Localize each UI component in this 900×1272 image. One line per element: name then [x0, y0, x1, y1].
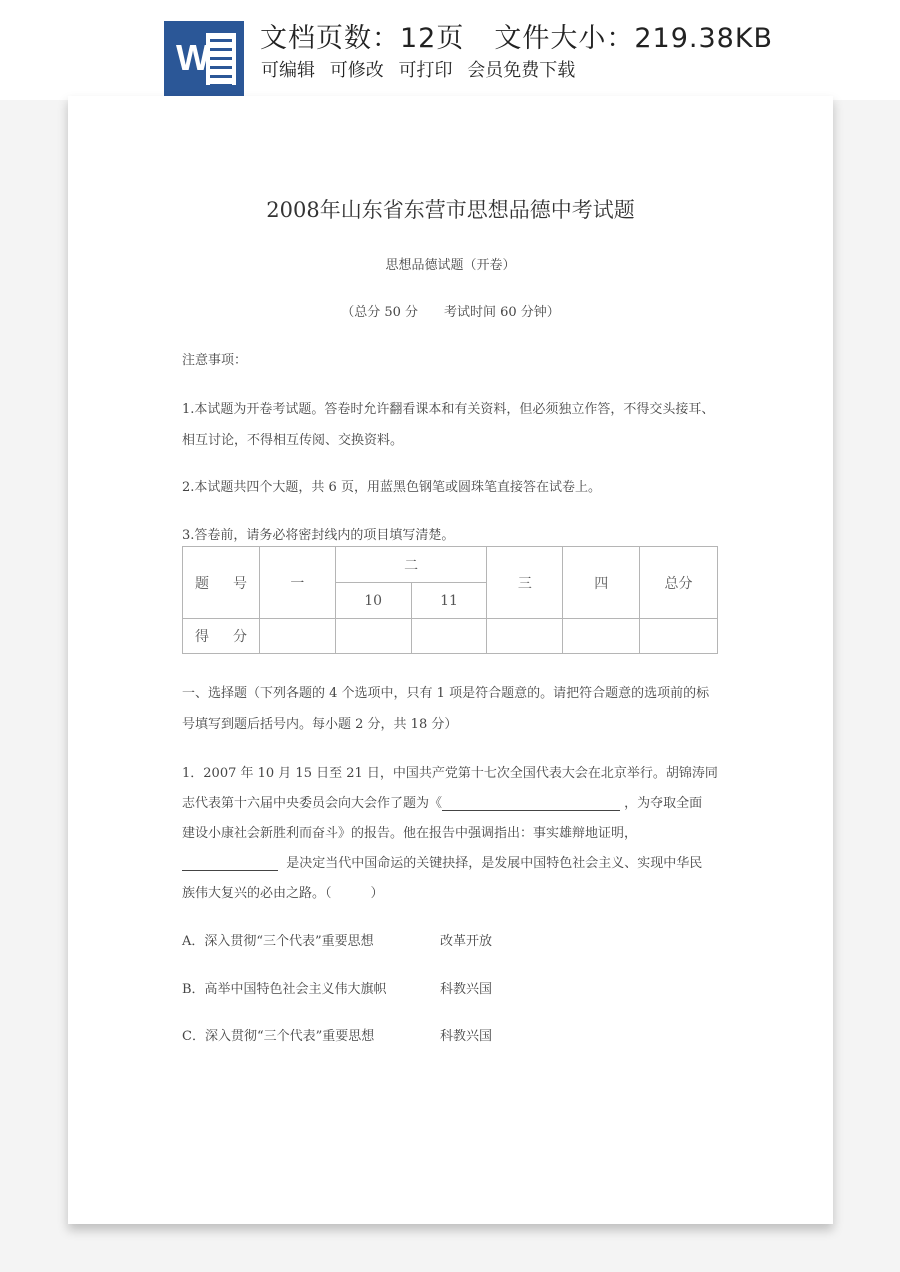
notice-3: 3.答卷前，请务必将密封线内的项目填写清楚。	[182, 528, 455, 543]
table-row-score-label: 得 分	[183, 619, 260, 654]
option-a-answer: 改革开放	[440, 934, 493, 949]
table-header-part-3: 三	[487, 547, 563, 619]
question-1-line-1: 1．2007 年 10 月 15 日至 21 日，中国共产党第十七次全国代表大会在北京举行。胡锦涛同	[182, 766, 718, 781]
section-1-heading-line-1: 一、选择题（下列各题的 4 个选项中，只有 1 项是符合题意的。请把符合题意的选项前的标	[182, 686, 710, 701]
score-cell	[335, 619, 411, 654]
notice-2: 2.本试题共四个大题，共 6 页，用蓝黑色钢笔或圆珠笔直接答在试卷上。	[182, 480, 601, 495]
score-table	[182, 546, 718, 654]
notice-heading: 注意事项：	[182, 353, 248, 368]
feature-free-download: 会员免费下载	[467, 60, 576, 81]
word-letter: W	[176, 37, 210, 78]
feature-list	[261, 56, 584, 82]
table-header-part-2: 二	[335, 547, 487, 583]
score-cell	[563, 619, 640, 654]
option-a: A．深入贯彻“三个代表”重要思想	[182, 934, 374, 949]
question-1-line-2: 志代表第十六届中央委员会向大会作了题为《 ，为夺取全面	[182, 796, 703, 811]
table-header-question-number: 题 号	[183, 547, 260, 619]
table-header-total: 总分	[640, 547, 718, 619]
score-cell	[640, 619, 718, 654]
feature-printable: 可打印	[398, 60, 453, 81]
notice-1-line-1: 1.本试题为开卷考试题。答卷时允许翻看课本和有关资料，但必须独立作答，不得交头接耳、	[182, 402, 715, 417]
question-1-line-3: 建设小康社会新胜利而奋斗》的报告。他在报告中强调指出：事实雄辩地证明，	[182, 826, 638, 841]
option-c: C．深入贯彻“三个代表”重要思想	[182, 1029, 375, 1044]
table-header-part-2-q10: 10	[335, 583, 411, 619]
page-count: 文档页数：12页	[260, 23, 465, 54]
answer-blank-report-title	[442, 796, 620, 811]
score-cell	[487, 619, 563, 654]
option-c-answer: 科教兴国	[440, 1029, 493, 1044]
feature-modifiable: 可修改	[329, 60, 384, 81]
score-cell	[259, 619, 335, 654]
document-title: 2008年山东省东营市思想品德中考试题	[266, 198, 635, 222]
file-size: 文件大小：219.38KB	[494, 23, 774, 54]
notice-1-line-2: 相互讨论，不得相互传阅、交换资料。	[182, 433, 404, 448]
word-document-icon	[164, 21, 244, 97]
question-1-line-5: 族伟大复兴的必由之路。（ ）	[182, 886, 384, 901]
table-header-part-4: 四	[563, 547, 640, 619]
option-b-answer: 科教兴国	[440, 982, 493, 997]
feature-editable: 可编辑	[261, 60, 315, 81]
document-page	[68, 96, 833, 1224]
table-header-part-1: 一	[259, 547, 335, 619]
option-b: B．高举中国特色社会主义伟大旗帜	[182, 982, 387, 997]
score-cell	[411, 619, 487, 654]
question-1-line-4: 是决定当代中国命运的关键抉择，是发展中国特色社会主义、实现中华民	[182, 852, 702, 871]
document-info-banner	[0, 0, 900, 100]
table-header-part-2-q11: 11	[411, 583, 487, 619]
document-stats	[260, 16, 773, 55]
document-subtitle: 思想品德试题（开卷）	[385, 258, 516, 273]
section-1-heading-line-2: 号填写到题后括号内。每小题 2 分，共 18 分）	[182, 717, 458, 732]
answer-blank-key-choice	[182, 856, 278, 871]
score-and-time: （总分 50 分 考试时间 60 分钟）	[341, 305, 560, 320]
